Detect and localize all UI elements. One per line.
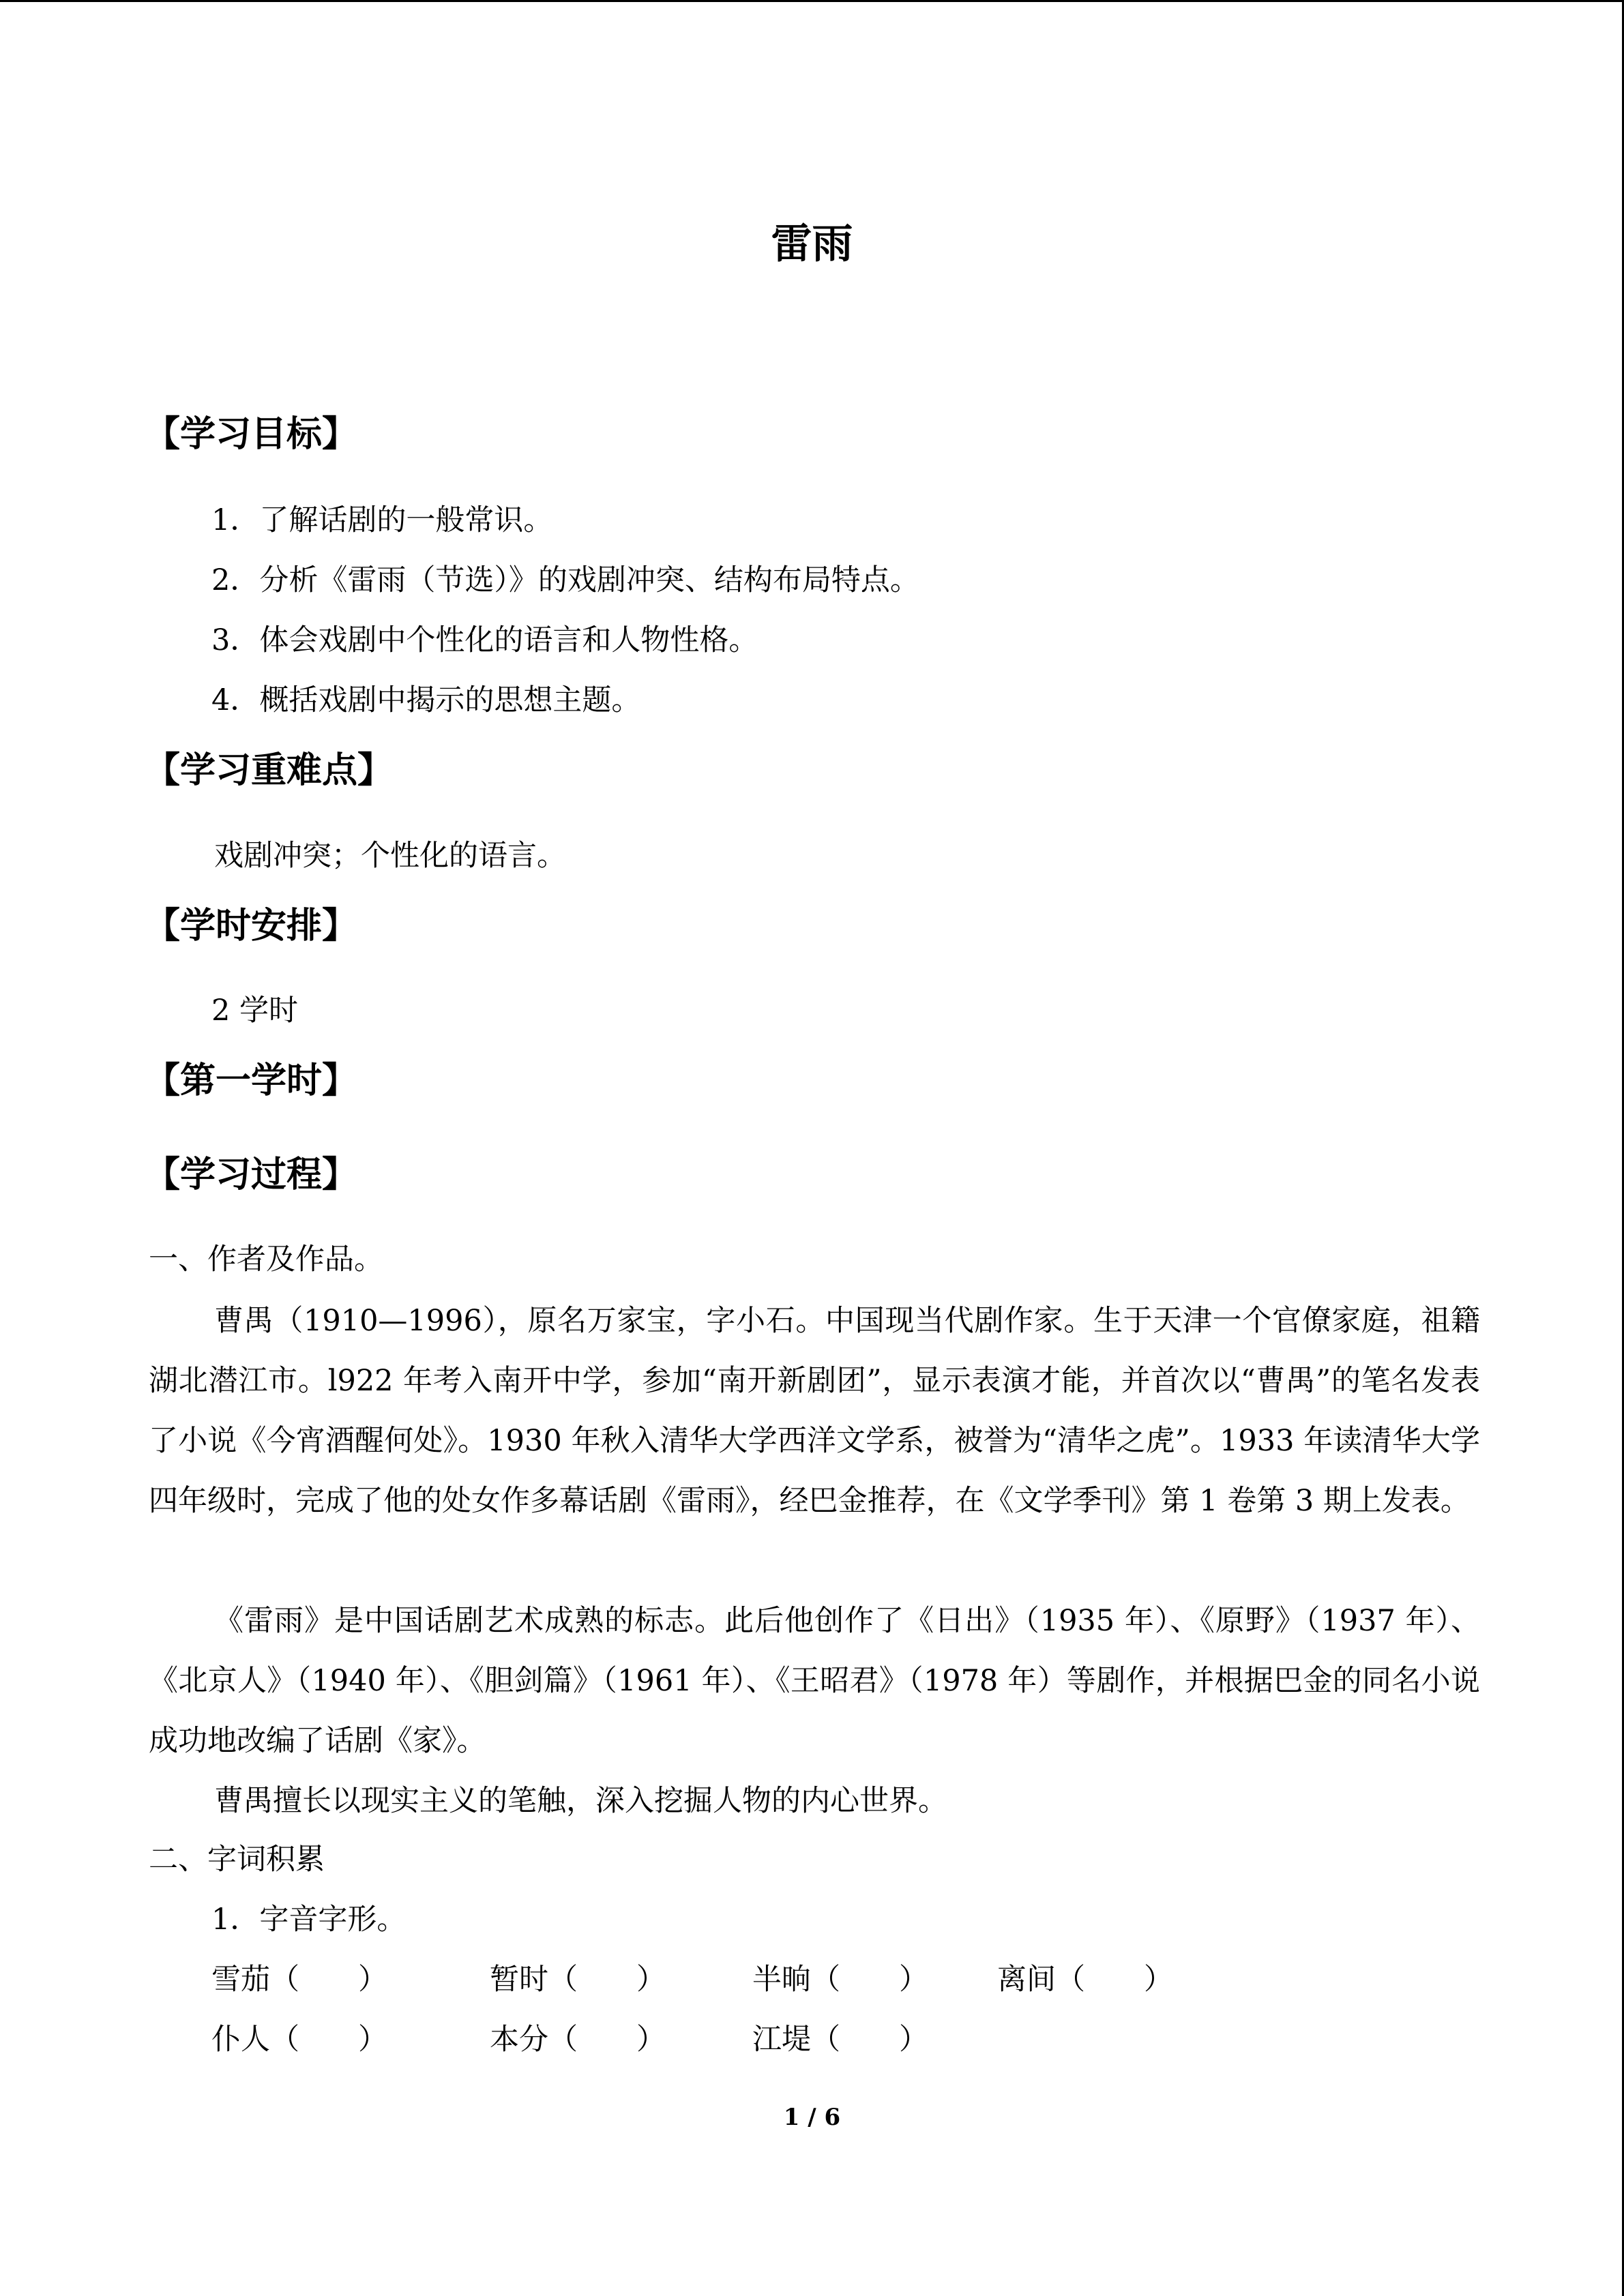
objective-item-4: 4．概括戏剧中揭示的思想主题。 bbox=[211, 683, 641, 717]
vocab-item: 暂时（ ） bbox=[490, 1963, 666, 1997]
works-paragraph: 《雷雨》是中国话剧艺术成熟的标志。此后他创作了《日出》（1935 年）、《原野》（1937 年）、《北京人》（1940 年）、《胆剑篇》（1961 年）、《王昭君》（1978 年）等剧作，并根据巴金的同名小说成功地改编了话剧《家》。 bbox=[149, 1604, 1480, 1758]
vocab-item: 半晌（ ） bbox=[752, 1963, 928, 1997]
part1-title: 一、作者及作品。 bbox=[149, 1242, 383, 1277]
heading-first-period: 【第一学时】 bbox=[145, 1060, 358, 1101]
heading-key-points: 【学习重难点】 bbox=[145, 750, 394, 791]
objective-item-3: 3．体会戏剧中个性化的语言和人物性格。 bbox=[211, 623, 758, 657]
objective-item-2: 2．分析《雷雨（节选）》的戏剧冲突、结构布局特点。 bbox=[211, 563, 919, 597]
vocab-item: 本分（ ） bbox=[490, 2023, 666, 2057]
page-number: 1 / 6 bbox=[783, 2104, 841, 2131]
objective-item-1: 1．了解话剧的一般常识。 bbox=[211, 503, 553, 537]
part2-sub: 1．字音字形。 bbox=[211, 1903, 407, 1937]
heading-schedule: 【学时安排】 bbox=[145, 906, 358, 946]
schedule-text: 2 学时 bbox=[211, 994, 299, 1028]
top-border bbox=[0, 0, 1624, 2]
key-points-text: 戏剧冲突；个性化的语言。 bbox=[214, 839, 566, 873]
heading-process: 【学习过程】 bbox=[145, 1154, 358, 1195]
part2-title: 二、字词积累 bbox=[149, 1843, 325, 1877]
vocab-item: 雪茄（ ） bbox=[211, 1963, 387, 1997]
heading-objectives: 【学习目标】 bbox=[145, 414, 358, 455]
style-paragraph: 曹禺擅长以现实主义的笔触，深入挖掘人物的内心世界。 bbox=[214, 1784, 947, 1818]
author-paragraph: 曹禺（1910—1996），原名万家宝，字小石。中国现当代剧作家。生于天津一个官僚家庭，祖籍湖北潜江市。l922 年考入南开中学，参加“南开新剧团”，显示表演才能，并首次以“曹禺”的笔名发表了小说《今宵酒醒何处》。1930 年秋入清华大学西洋文学系，被誉为“清华之虎”。1933 年读清华大学四年级时，完成了他的处女作多幕话剧《雷雨》，经巴金推荐，在《文学季刊》第 1 卷第 3 期上发表。 bbox=[149, 1304, 1480, 1518]
page-title: 雷雨 bbox=[771, 220, 853, 268]
vocab-item: 江堤（ ） bbox=[752, 2023, 928, 2057]
vocab-item: 仆人（ ） bbox=[211, 2023, 387, 2057]
vocab-item: 离间（ ） bbox=[997, 1963, 1173, 1997]
